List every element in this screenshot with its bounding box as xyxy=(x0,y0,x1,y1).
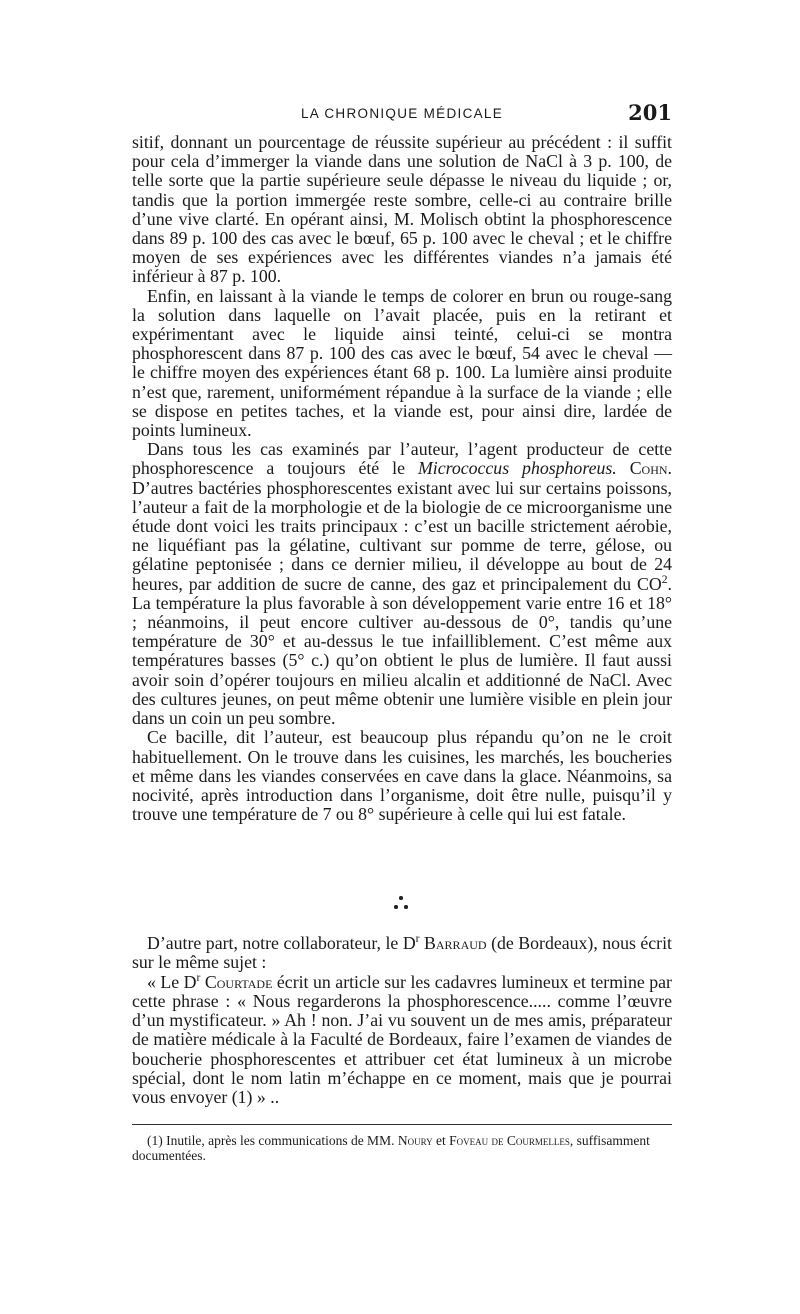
running-title: LA CHRONIQUE MÉDICALE xyxy=(300,106,504,121)
footnote-text-c: , suffisamment documentées. xyxy=(132,1133,650,1163)
paragraph-3-text-c: . La température la plus favorable à son développement varie entre 16 et 18° ; néanmoins, il peut encore cultiver au-dessous de 0°, tandis qu’une température de 30° et au-dessus le tue infailliblement. C’est même aux températures basses (5° c.) qu’on obtient le plus de lumière. Il faut aussi avoir soin d’opérer toujours en milieu alcalin et additionné de NaCl. Avec des cultures jeunes, on peut même obtenir une lumière visible en plein jour dans un coin un peu sombre. xyxy=(132,573,672,729)
paragraph-5-text-b: (de Bordeaux), nous écrit sur le même sujet : xyxy=(132,933,672,973)
separator-dot xyxy=(399,896,403,900)
paragraph-3-text-b: D’autres bactéries phosphorescentes existant avec lui sur certains poissons, l’auteur a fait de la morphologie et de la biologie de ce microorganisme une étude dont voici les traits principaux : c’est un bacille strictement aérobie, ne liquéfiant pas la gélatine, cultivant sur pomme de terre, gélose, ou gélatine peptonisée ; dans ce dernier milieu, il développe au bout de 24 heures, par addition de sucre de canne, des gaz et principalement du CO xyxy=(132,477,672,594)
superscript: 2 xyxy=(661,572,668,586)
doctor-name: Courtade xyxy=(204,971,273,992)
paragraph-6-text-b: écrit un article sur les cadavres lumineux et termine par cette phrase : « Nous regarderons la phosphorescence..... comme l’œuvre d’un mystificateur. » Ah ! non. J’ai vu souvent un de mes amis, préparateur de matière médicale à la Faculté de Bordeaux, faire l’examen de viandes de boucherie phosphorescentes et attribuer cet état lumineux à un microbe spécial, dont le nom latin m’échappe en ce moment, mais que je pourrai vous envoyer (1) » .. xyxy=(132,971,672,1108)
separator-dot xyxy=(394,905,398,909)
author-name: Cohn. xyxy=(629,458,672,479)
species-name: Micrococcus phosphoreus. xyxy=(417,458,617,479)
superscript: r xyxy=(415,932,420,946)
paragraph-6 xyxy=(132,970,672,1108)
page-number: 201 xyxy=(628,100,672,125)
paragraph-5-text-a: D’autre part, notre collaborateur, le D xyxy=(147,933,416,953)
paragraph-4: Ce bacille, dit l’auteur, est beaucoup plus répandu qu’on ne le croit habituellement. On le trouve dans les cuisines, les marchés, les boucheries et même dans les viandes conservées en cave dans la glace. Néanmoins, sa nocivité, après introduction dans l’organisme, doit être nulle, puisqu’il y trouve une température de 7 ou 8° supérieure à celle qui lui est fatale. xyxy=(132,727,672,825)
footnote-text-b: et xyxy=(432,1133,450,1148)
footnote-name-1: Noury xyxy=(397,1133,433,1148)
paragraph-3 xyxy=(132,440,672,728)
paragraph-3-text-a: Dans tous les cas examinés par l’auteur, l’agent producteur de cette phosphorescence a toujours été le xyxy=(132,439,672,479)
article-body xyxy=(132,133,672,824)
superscript: r xyxy=(196,970,201,984)
footnote-text-a: (1) Inutile, après les communications de MM. xyxy=(147,1133,398,1148)
doctor-name: Barraud xyxy=(424,933,487,953)
paragraph-5 xyxy=(132,934,672,973)
footnote xyxy=(132,1133,672,1163)
paragraph-2: Enfin, en laissant à la viande le temps de colorer en brun ou rouge-sang la solution dans laquelle on l’avait placée, puis en la retirant et expérimentant avec le liquide ainsi teinté, celui-ci se montra phosphorescent dans 87 p. 100 des cas avec le bœuf, 54 avec le cheval — le chiffre moyen des expériences étant 68 p. 100. La lumière ainsi produite n’est que, rarement, uniformément répandue à la surface de la viande ; elle se dispose en petites taches, et la viande est, pour ainsi dire, lardée de points lumineux. xyxy=(132,285,672,441)
paragraph-1: sitif, donnant un pourcentage de réussite supérieur au précédent : il suffit pour cela d’immerger la viande dans une solution de NaCl à 3 p. 100, de telle sorte que la partie supérieure seule dépasse le niveau du liquide ; or, tandis que la portion immergée reste sombre, celle-ci au contraire brille d’une vive clarté. En opérant ainsi, M. Molisch obtint la phosphorescence dans 89 p. 100 des cas avec le bœuf, 65 p. 100 avec le cheval ; et le chiffre moyen de ses expériences avec les différentes viandes n’a jamais été inférieur à 87 p. 100. xyxy=(132,132,672,287)
page-header xyxy=(132,100,672,130)
paragraph-6-text-a: « Le D xyxy=(147,971,197,992)
separator-dot xyxy=(404,905,408,909)
footnote-rule xyxy=(132,1124,672,1125)
letter-body xyxy=(132,934,672,1108)
section-separator xyxy=(132,888,672,918)
footnote-name-2: Foveau de Courmelles xyxy=(449,1133,570,1148)
